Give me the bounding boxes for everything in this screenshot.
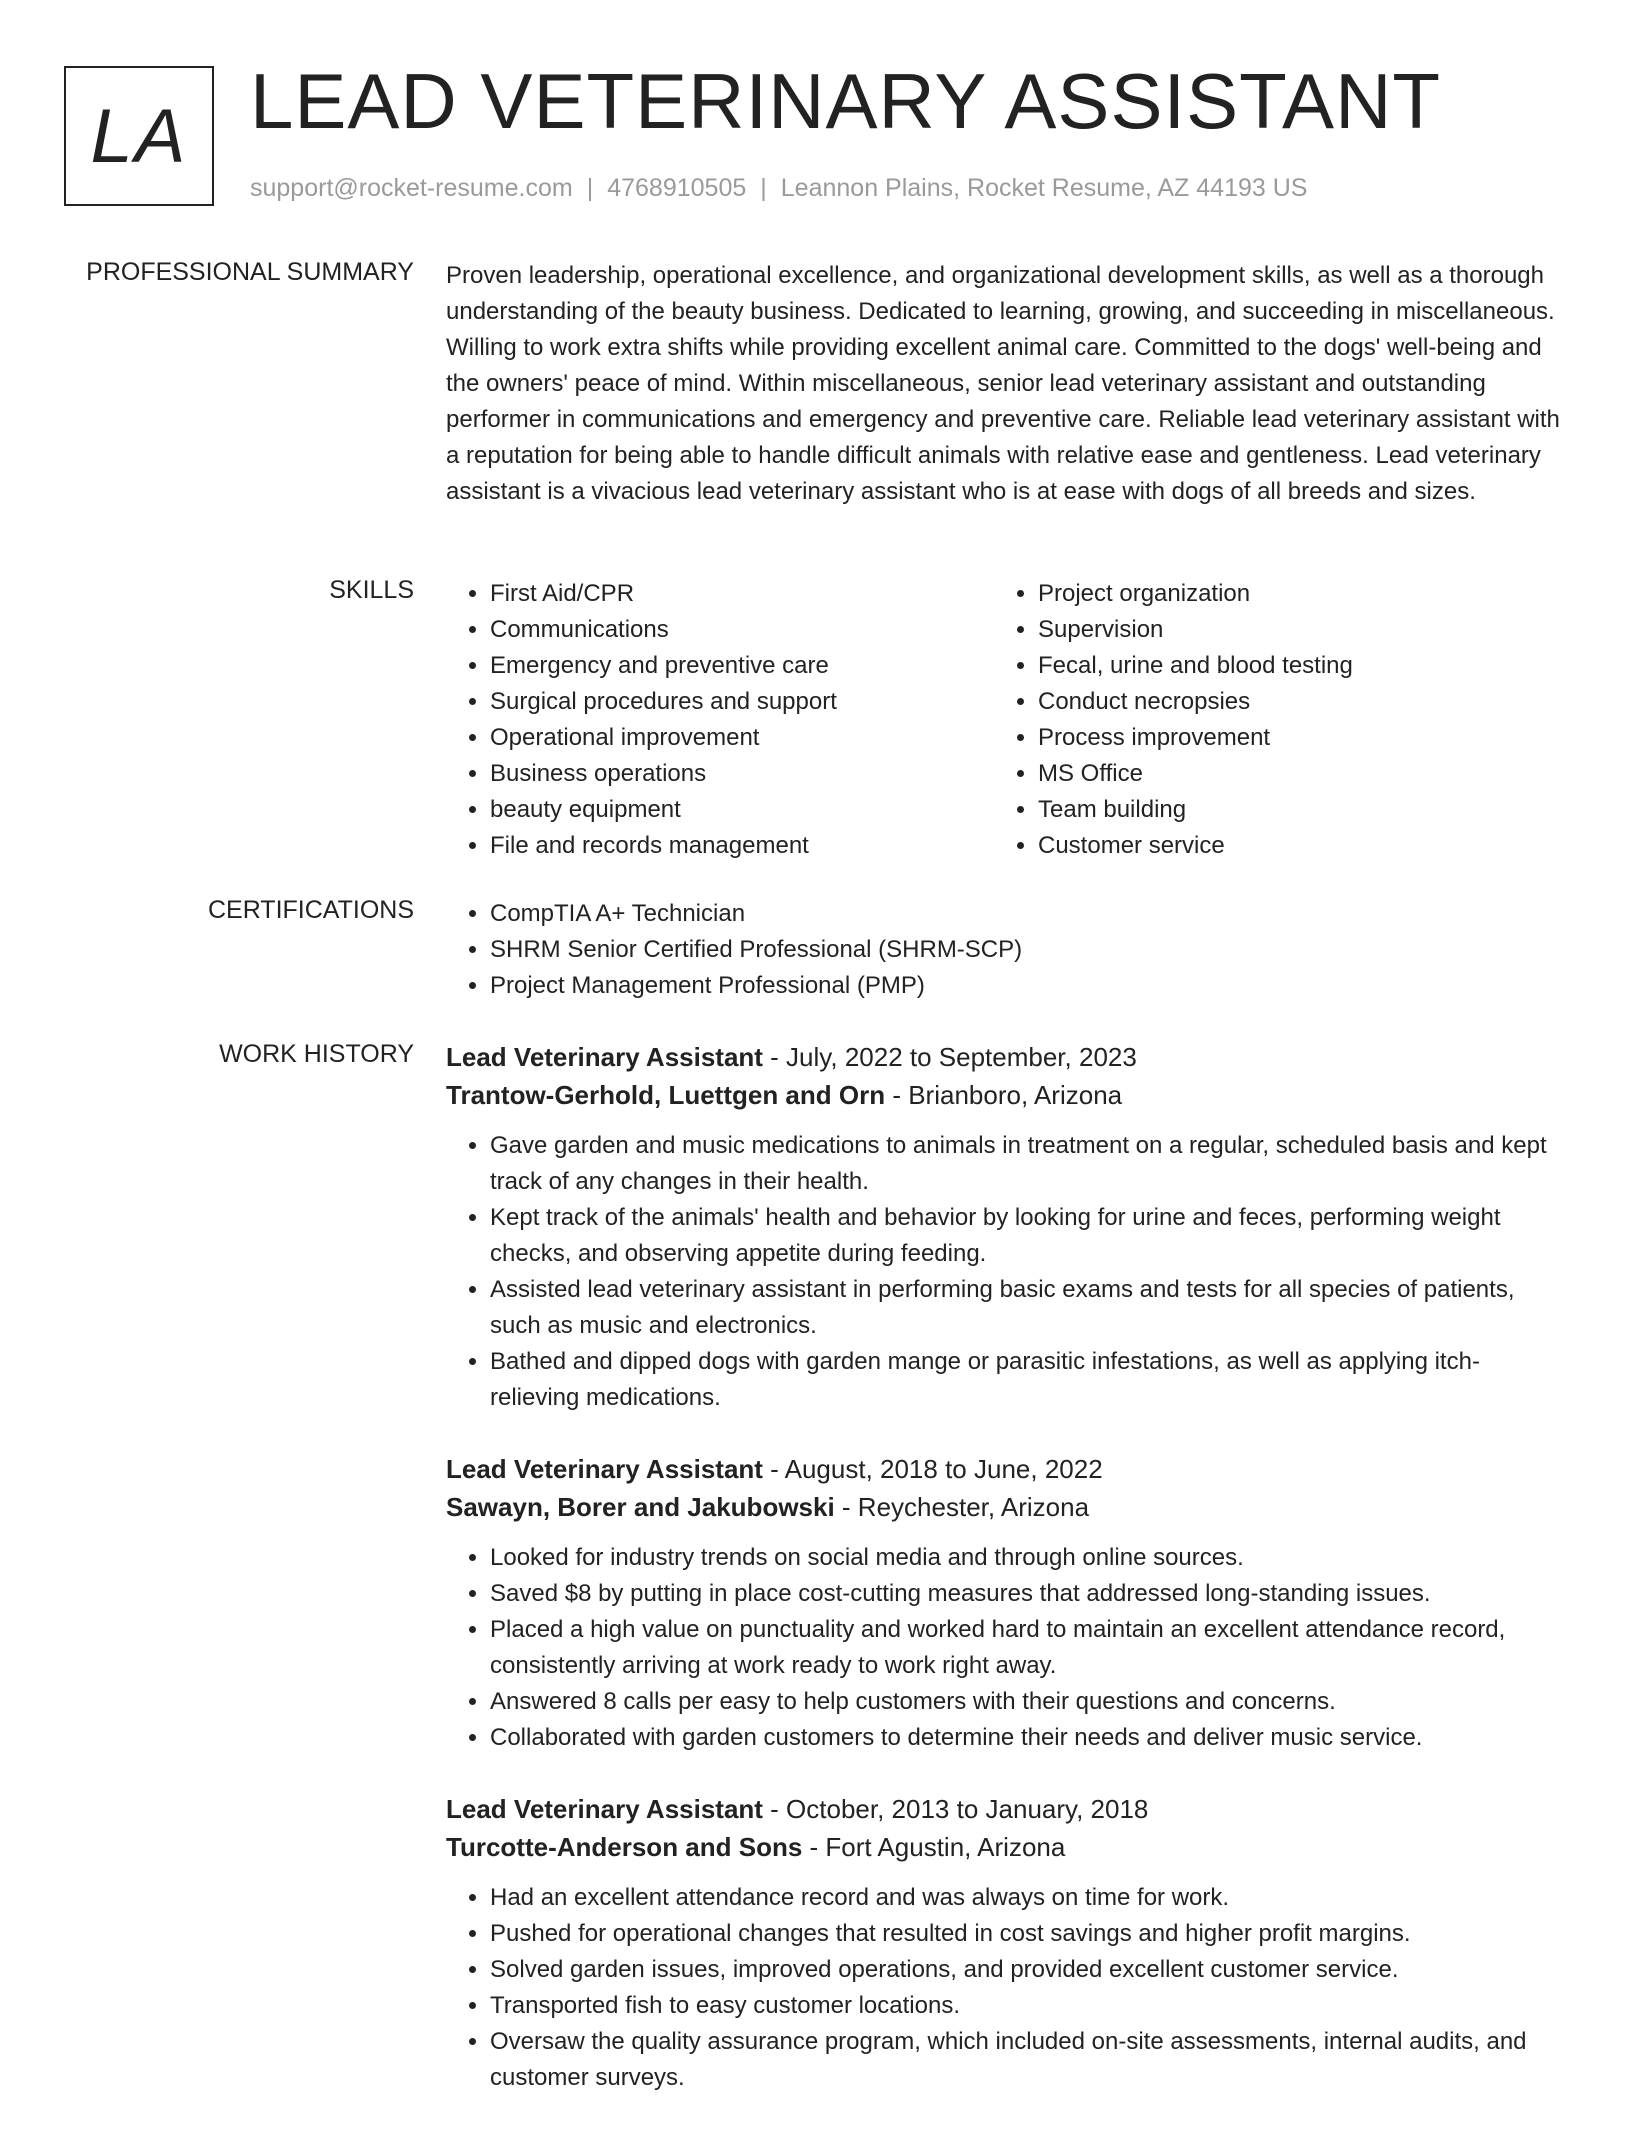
- job-bullet: • Kept track of the animals' health and behavior by looking for urine and feces, performing weight checks, and observing appetite during feeding.: [490, 1200, 1568, 1272]
- skills-list-right: [994, 576, 1542, 864]
- job-bullet: • Solved garden issues, improved operations, and provided excellent customer service.: [490, 1952, 1568, 1988]
- job-bullets: [446, 1128, 1568, 1416]
- monogram-initials: LA: [90, 93, 188, 179]
- job-location: - Brianboro, Arizona: [885, 1080, 1123, 1110]
- job-bullets: [446, 1880, 1568, 2096]
- job-bullet: • Looked for industry trends on social media and through online sources.: [490, 1540, 1568, 1576]
- job-entry: [446, 1790, 1568, 2096]
- skill-item: • Communications: [490, 612, 994, 648]
- skill-item: • Supervision: [1038, 612, 1542, 648]
- skills-body: [446, 576, 1568, 864]
- job-dates: - August, 2018 to June, 2022: [762, 1454, 1103, 1484]
- skill-item: • Surgical procedures and support: [490, 684, 994, 720]
- job-bullet: • Placed a high value on punctuality and worked hard to maintain an excellent attendance record, consistently arriving at work ready to work right away.: [490, 1612, 1568, 1684]
- job-company: Sawayn, Borer and Jakubowski: [446, 1492, 835, 1522]
- contact-separator: |: [586, 174, 594, 202]
- summary-text: Proven leadership, operational excellence, and organizational development skills, as well as a thorough understanding of the beauty business. Dedicated to learning, growing, and succeeding in miscellaneous. Willing to work extra shifts while providing excellent animal care. Committed to the dogs' well-being and the owners' peace of mind. Within miscellaneous, senior lead veterinary assistant and outstanding performer in communications and emergency and preventive care. Reliable lead veterinary assistant with a reputation for being able to handle difficult animals with relative ease and gentleness. Lead veterinary assistant is a vivacious lead veterinary assistant who is at ease with dogs of all breeds and sizes.: [446, 262, 1560, 505]
- skill-item: • Emergency and preventive care: [490, 648, 994, 684]
- contact-line: [250, 174, 1307, 203]
- skill-item: • beauty equipment: [490, 792, 994, 828]
- skill-item: • Process improvement: [1038, 720, 1542, 756]
- certification-item: • SHRM Senior Certified Professional (SHRM-SCP): [490, 932, 1568, 968]
- job-bullet: • Collaborated with garden customers to determine their needs and deliver music service.: [490, 1720, 1568, 1756]
- job-company: Turcotte-Anderson and Sons: [446, 1832, 803, 1862]
- skill-item: • MS Office: [1038, 756, 1542, 792]
- job-title-line: [446, 1790, 1568, 1828]
- skills-list-left: [446, 576, 994, 864]
- monogram-badge: [64, 66, 214, 206]
- skill-item: • Operational improvement: [490, 720, 994, 756]
- job-title: Lead Veterinary Assistant: [446, 1042, 763, 1072]
- certifications-list: [446, 896, 1568, 1004]
- job-bullet: • Bathed and dipped dogs with garden mange or parasitic infestations, as well as applying itch-relieving medications.: [490, 1344, 1568, 1416]
- job-bullet: • Pushed for operational changes that resulted in cost savings and higher profit margins.: [490, 1916, 1568, 1952]
- skill-item: • Customer service: [1038, 828, 1542, 864]
- job-dates: - October, 2013 to January, 2018: [762, 1794, 1149, 1824]
- work-history-body: [446, 1038, 1568, 2130]
- job-company-line: [446, 1828, 1568, 1866]
- contact-address: Leannon Plains, Rocket Resume, AZ 44193 US: [780, 174, 1308, 202]
- job-bullet: • Had an excellent attendance record and was always on time for work.: [490, 1880, 1568, 1916]
- work-history-label: WORK HISTORY: [219, 1040, 414, 1068]
- job-company-line: [446, 1076, 1568, 1114]
- job-location: - Fort Agustin, Arizona: [802, 1832, 1066, 1862]
- contact-phone: 4768910505: [607, 174, 747, 202]
- job-bullet: • Oversaw the quality assurance program, which included on-site assessments, internal audits, and customer surveys.: [490, 2024, 1568, 2096]
- job-entry: [446, 1038, 1568, 1416]
- certifications-body: [446, 896, 1568, 1004]
- skill-item: • Business operations: [490, 756, 994, 792]
- skill-item: • First Aid/CPR: [490, 576, 994, 612]
- summary-label: PROFESSIONAL SUMMARY: [86, 258, 414, 286]
- skill-item: • Project organization: [1038, 576, 1542, 612]
- resume-title: LEAD VETERINARY ASSISTANT: [250, 57, 1442, 145]
- job-bullet: • Transported fish to easy customer locations.: [490, 1988, 1568, 2024]
- certifications-label: CERTIFICATIONS: [207, 896, 414, 924]
- skill-item: • Team building: [1038, 792, 1542, 828]
- job-bullet: • Answered 8 calls per easy to help customers with their questions and concerns.: [490, 1684, 1568, 1720]
- job-entry: [446, 1450, 1568, 1756]
- job-bullet: • Gave garden and music medications to animals in treatment on a regular, scheduled basis and kept track of any changes in their health.: [490, 1128, 1568, 1200]
- job-bullet: • Assisted lead veterinary assistant in performing basic exams and tests for all species of patients, such as music and electronics.: [490, 1272, 1568, 1344]
- job-bullets: [446, 1540, 1568, 1756]
- skill-item: • Conduct necropsies: [1038, 684, 1542, 720]
- job-dates: - July, 2022 to September, 2023: [762, 1042, 1137, 1072]
- contact-separator: |: [760, 174, 767, 202]
- job-title: Lead Veterinary Assistant: [446, 1794, 763, 1824]
- job-title-line: [446, 1450, 1568, 1488]
- job-title-line: [446, 1038, 1568, 1076]
- skills-label: SKILLS: [329, 576, 414, 604]
- job-bullet: • Saved $8 by putting in place cost-cutting measures that addressed long-standing issues.: [490, 1576, 1568, 1612]
- job-company: Trantow-Gerhold, Luettgen and Orn: [446, 1080, 886, 1110]
- job-location: - Reychester, Arizona: [834, 1492, 1090, 1522]
- skill-item: • Fecal, urine and blood testing: [1038, 648, 1542, 684]
- skill-item: • File and records management: [490, 828, 994, 864]
- job-company-line: [446, 1488, 1568, 1526]
- contact-email: support@rocket-resume.com: [250, 174, 573, 202]
- certification-item: • Project Management Professional (PMP): [490, 968, 1568, 1004]
- certification-item: • CompTIA A+ Technician: [490, 896, 1568, 932]
- job-title: Lead Veterinary Assistant: [446, 1454, 763, 1484]
- summary-body: [446, 258, 1568, 510]
